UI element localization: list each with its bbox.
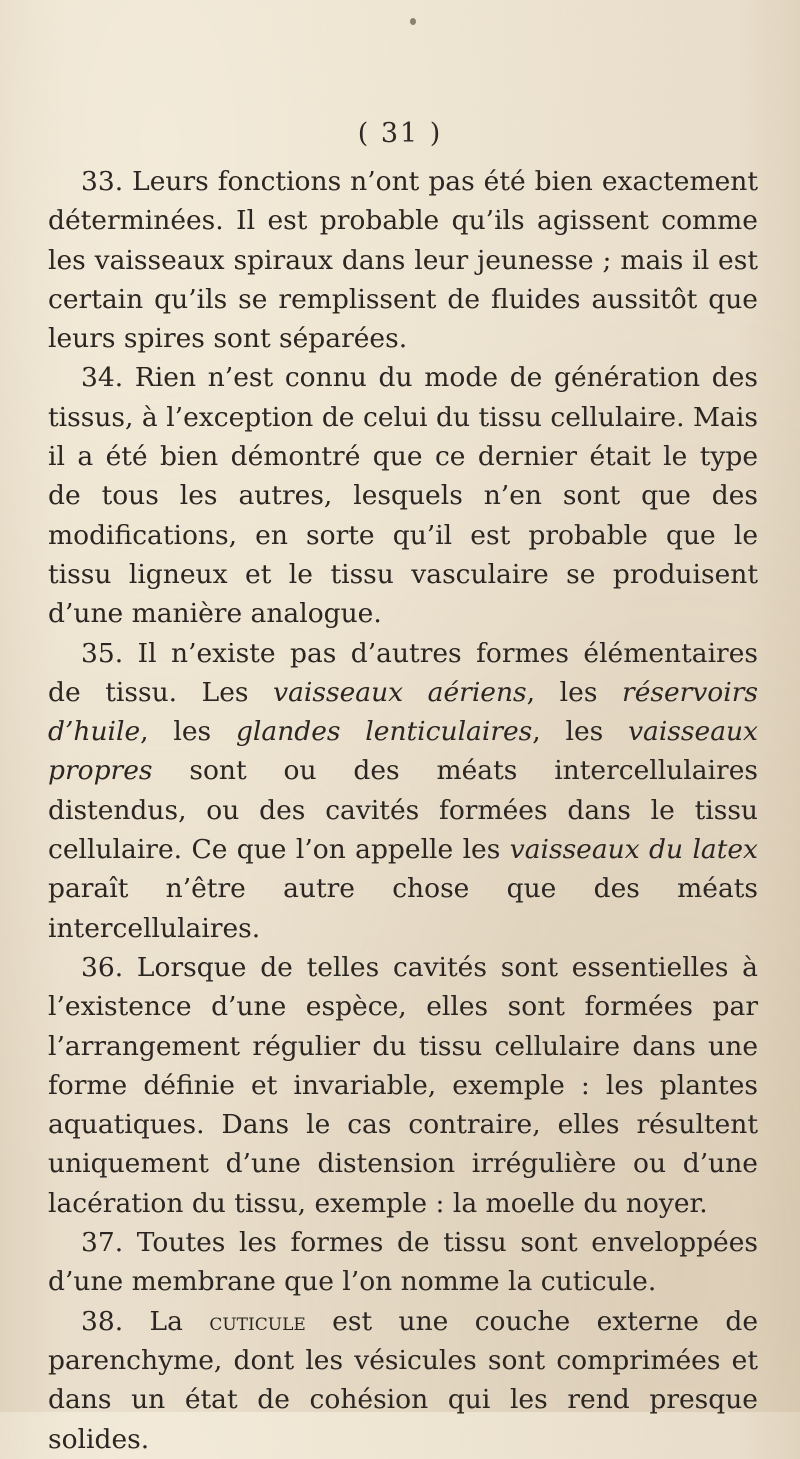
- text-run: 33. Leurs fonctions n’ont pas été bien exactement déterminées. Il est probable qu’ils agissent comme les vaisseaux spiraux dans leur jeunesse ; mais il est certain qu’ils se remplissent de fluides aussitôt que leurs spires sont séparées.: [48, 166, 758, 355]
- page-number: ( 31 ): [357, 118, 443, 149]
- paragraph-38: [48, 1302, 758, 1459]
- italic-term: glandes lenticulaires: [235, 716, 533, 748]
- text-run: paraît n’être autre chose que des méats intercellulaires.: [48, 873, 758, 944]
- smallcaps-term: cuticule: [209, 1306, 306, 1336]
- paragraph-33: [48, 162, 758, 358]
- text-run: 38. La: [81, 1305, 210, 1337]
- text-run: , les: [140, 716, 236, 748]
- paragraph-37: [48, 1223, 758, 1302]
- text-run: 36. Lorsque de telles cavités sont essentielles à l’existence d’une espèce, elles sont formées par l’arrangement régulier du tissu cellulaire dans une forme définie et invariable, exemple : les plantes aquatiques. Dans le cas contraire, elles résultent uniquement d’une distension irrégulière ou d’une lacération du tissu, exemple : la moelle du noyer.: [48, 951, 758, 1219]
- paragraph-36: [48, 948, 758, 1223]
- body-text: [48, 162, 758, 1459]
- text-run: , les: [526, 676, 623, 708]
- text-run: 37. Toutes les formes de tissu sont enveloppées d’une membrane que l’on nomme la cuticule.: [48, 1227, 758, 1298]
- italic-term: réservoirs d’huile: [48, 676, 758, 748]
- text-run: sont ou des méats intercellulaires distendus, ou des cavités formées dans le tissu cellulaire. Ce que l’on appelle les: [48, 755, 758, 866]
- ink-speck: [410, 18, 416, 25]
- italic-term: vaisseaux du latex: [509, 834, 758, 866]
- text-run: , les: [532, 716, 629, 748]
- italic-term: vaisseaux aériens: [273, 676, 527, 708]
- text-run: 35. Il n’existe pas d’autres formes élémentaires de tissu. Les: [48, 637, 758, 708]
- text-run: 34. Rien n’est connu du mode de génération des tissus, à l’exception de celui du tissu cellulaire. Mais il a été bien démontré que ce dernier était le type de tous les autres, lesquels n’en sont que des modifications, en sorte qu’il est probable que le tissu ligneux et le tissu vasculaire se produisent d’une manière analogue.: [48, 362, 758, 630]
- paragraph-34: [48, 358, 758, 633]
- paragraph-35: [48, 634, 758, 948]
- text-run: est une couche externe de parenchyme, dont les vésicules sont comprimées et dans un état de cohésion qui les rend presque solides.: [48, 1305, 758, 1455]
- italic-term: vaisseaux propres: [48, 716, 759, 787]
